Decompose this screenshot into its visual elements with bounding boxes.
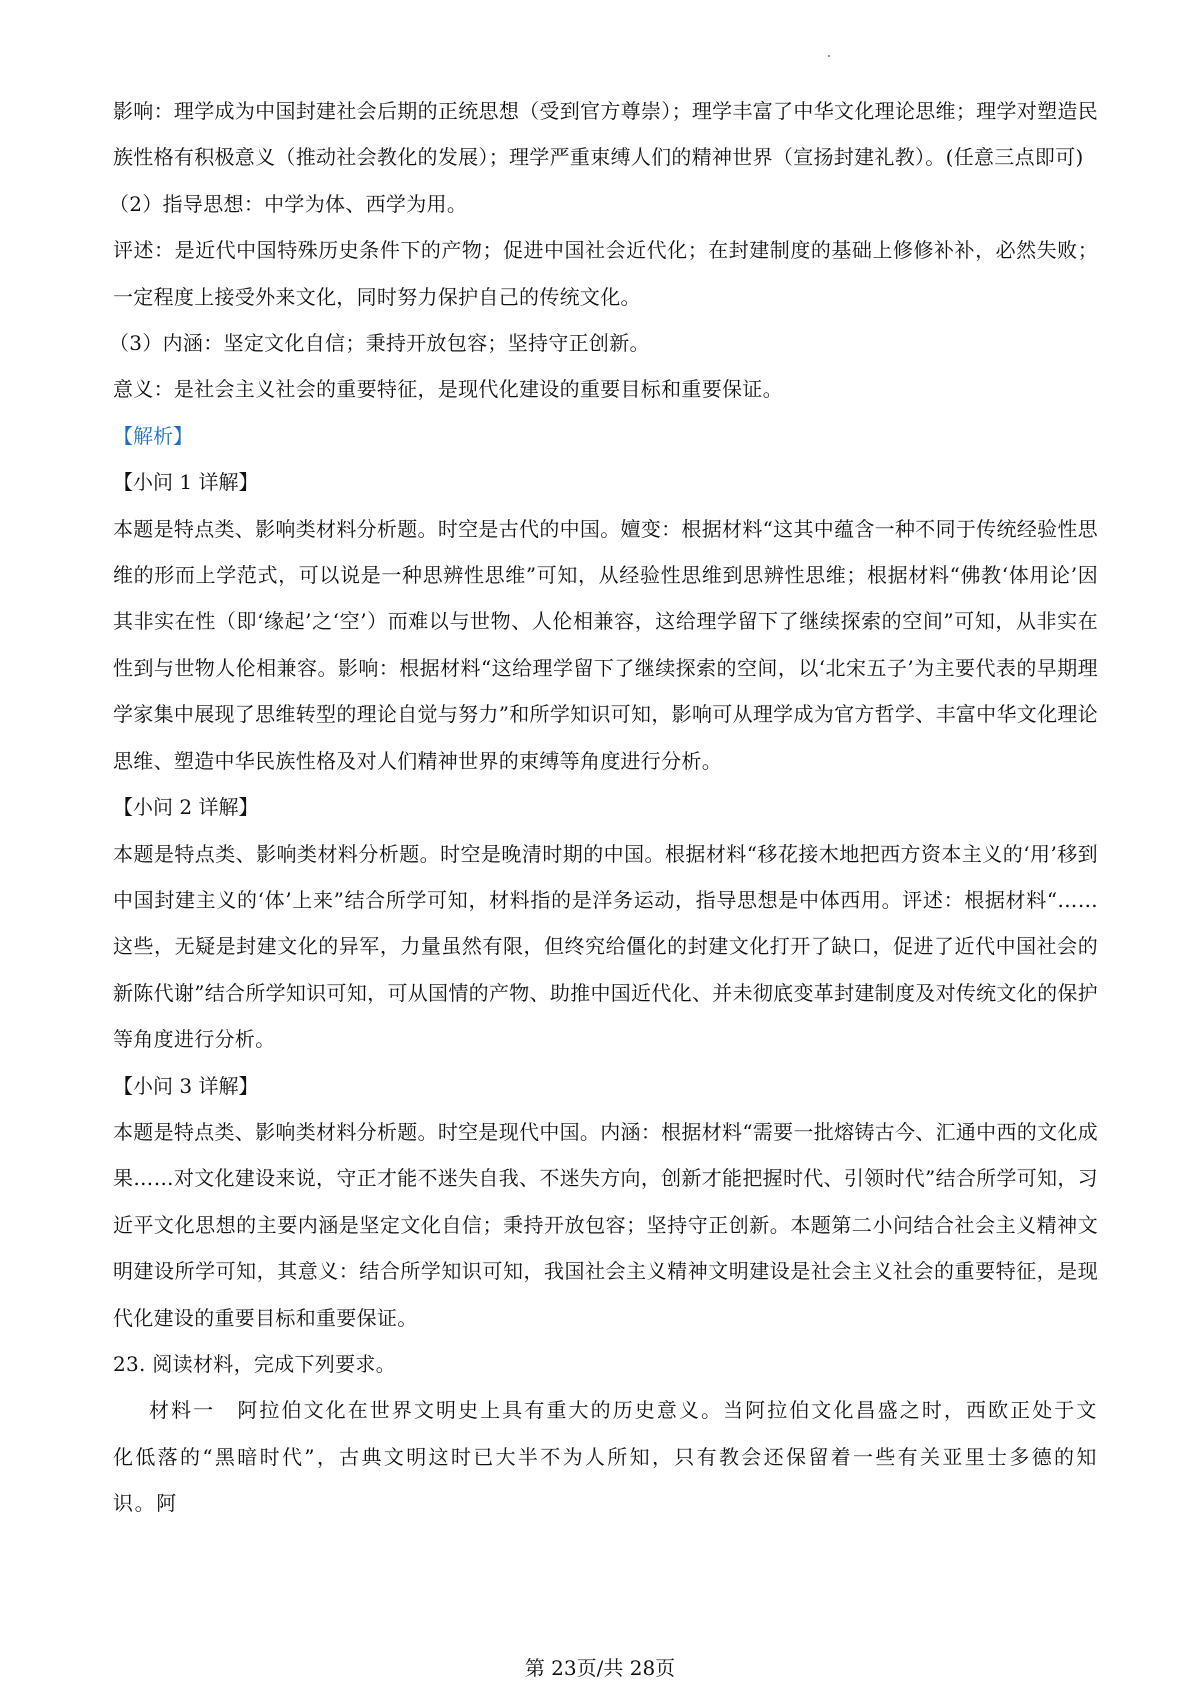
connotation-answer: （3）内涵：坚定文化自信；秉持开放包容；坚持守正创新。	[109, 331, 650, 356]
significance-answer: 意义：是社会主义社会的重要特征，是现代化建设的重要目标和重要保证。	[113, 377, 783, 402]
guiding-ideology-answer: （2）指导思想：中学为体、西学为用。	[109, 191, 468, 216]
analysis-label: 【解析】	[113, 423, 193, 448]
question-3-heading: 【小问 3 详解】	[113, 1073, 259, 1098]
scan-dot	[828, 55, 830, 57]
evaluation-answer: 评述：是近代中国特殊历史条件下的产物；促进中国社会近代化；在封建制度的基础上修修补补，必然失败；一定程度上接受外来文化，同时努力保护自己的传统文化。	[113, 238, 1098, 309]
influence-answer: 影响：理学成为中国封建社会后期的正统思想（受到官方尊崇）；理学丰富了中华文化理论思维；理学对塑造民族性格有积极意义（推动社会教化的发展）；理学严重束缚人们的精神世界（宣扬封建礼教）。(任意三点即可)	[113, 99, 1098, 170]
question-23-prompt: 23. 阅读材料，完成下列要求。	[113, 1351, 396, 1376]
question-2-body: 本题是特点类、影响类材料分析题。时空是晚清时期的中国。根据材料“移花接木地把西方资本主义的‘用’移到中国封建主义的‘体’上来”结合所学可知，材料指的是洋务运动，指导思想是中体西用。评述：根据材料“……这些，无疑是封建文化的异军，力量虽然有限，但终究给僵化的封建文化打开了缺口，促进了近代中国社会的新陈代谢”结合所学知识可知，可从国情的产物、助推中国近代化、并未彻底变革封建制度及对传统文化的保护等角度进行分析。	[113, 841, 1098, 1052]
question-3-body: 本题是特点类、影响类材料分析题。时空是现代中国。内涵：根据材料“需要一批熔铸古今、汇通中西的文化成果……对文化建设来说，守正才能不迷失自我、不迷失方向，创新才能把握时代、引领时代”结合所学可知，习近平文化思想的主要内涵是坚定文化自信；秉持开放包容；坚持守正创新。本题第二小问结合社会主义精神文明建设所学可知，其意义：结合所学知识可知，我国社会主义精神文明建设是社会主义社会的重要特征，是现代化建设的重要目标和重要保证。	[113, 1119, 1098, 1330]
material-one-text: 材料一 阿拉伯文化在世界文明史上具有重大的历史意义。当阿拉伯文化昌盛之时，西欧正处于文化低落的“黑暗时代”，古典文明这时已大半不为人所知，只有教会还保留着一些有关亚里士多德的知识。阿	[113, 1398, 1098, 1516]
question-1-heading: 【小问 1 详解】	[113, 470, 259, 495]
question-1-body: 本题是特点类、影响类材料分析题。时空是古代的中国。嬗变：根据材料“这其中蕴含一种不同于传统经验性思维的形而上学范式，可以说是一种思辨性思维”可知，从经验性思维到思辨性思维；根据材料“佛教‘体用论’因其非实在性（即‘缘起’之‘空’）而难以与世物、人伦相兼容，这给理学留下了继续探索的空间”可知，从非实在性到与世物人伦相兼容。影响：根据材料“这给理学留下了继续探索的空间，以‘北宋五子’为主要代表的早期理学家集中展现了思维转型的理论自觉与努力”和所学知识可知，影响可从理学成为官方哲学、丰富中华文化理论思维、塑造中华民族性格及对人们精神世界的束缚等角度进行分析。	[113, 516, 1098, 773]
page-content	[109, 88, 1098, 1527]
question-2-heading: 【小问 2 详解】	[113, 795, 259, 820]
page-number-footer: 第 23页/共 28页	[524, 1656, 676, 1680]
